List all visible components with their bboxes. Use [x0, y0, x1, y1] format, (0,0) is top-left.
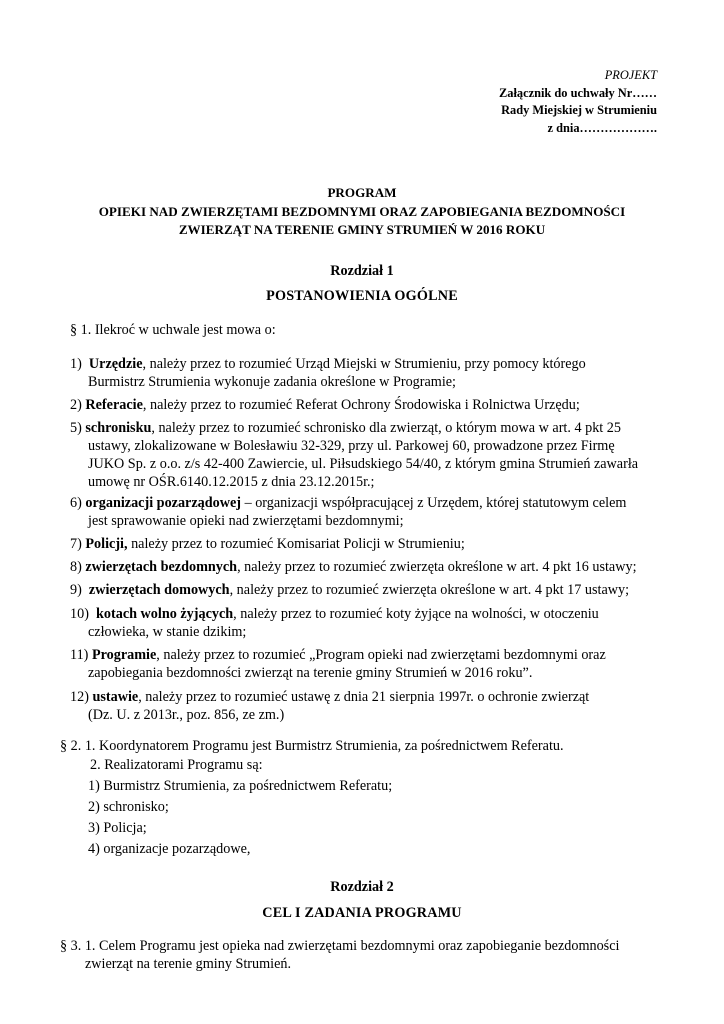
definition-item: 2) Referacie, należy przez to rozumieć Referat Ochrony Środowiska i Rolnictwa Urzędu;	[70, 397, 580, 413]
chapter-1-title: POSTANOWIENIA OGÓLNE	[266, 288, 458, 304]
attachment-header	[499, 67, 657, 137]
project-label: PROJEKT	[604, 68, 657, 82]
paragraph-2-line-2: 2. Realizatorami Programu są:	[90, 757, 263, 773]
attachment-line-3: z dnia……………….	[547, 120, 657, 135]
definition-term: kotach wolno żyjących	[96, 606, 234, 622]
definition-term: Programie	[91, 647, 157, 663]
chapter-2-label: Rozdział 2	[330, 879, 394, 895]
paragraph-3-line-1: § 3. 1. Celem Programu jest opieka nad zwierzętami bezdomnymi oraz zapobieganie bezdomności	[60, 938, 620, 954]
implementer-list-item: 3) Policja;	[88, 820, 147, 836]
definition-term: Policji,	[85, 536, 128, 552]
chapter-1-label: Rozdział 1	[330, 263, 394, 279]
definition-item: 11) Programie, należy przez to rozumieć „Program opieki nad zwierzętami bezdomnymi oraz zapobiegania bezdomności zwierząt na terenie gminy Strumień w 2016 roku”.	[70, 647, 606, 681]
implementer-list-item: 2) schronisko;	[88, 799, 169, 815]
title-line-1: PROGRAM	[327, 185, 397, 200]
definition-item: 10) kotach wolno żyjących, należy przez to rozumieć koty żyjące na wolności, w otoczeniu człowieka, w stanie dzikim;	[70, 606, 599, 640]
paragraph-3	[60, 937, 655, 973]
definition-term: ustawie	[92, 689, 139, 705]
title-line-3: ZWIERZĄT NA TERENIE GMINY STRUMIEŃ W 2016 ROKU	[178, 222, 546, 237]
definition-term: zwierzętach bezdomnych	[85, 559, 238, 575]
definition-item: 9) zwierzętach domowych, należy przez to rozumieć zwierzęta określone w art. 4 pkt 17 ustawy;	[70, 582, 630, 598]
definition-term: organizacji pozarządowej	[85, 495, 242, 511]
paragraph-3-line-2: zwierząt na terenie gminy Strumień.	[85, 956, 292, 972]
attachment-line-2: Rady Miejskiej w Strumieniu	[501, 103, 657, 117]
definition-term: zwierzętach domowych	[88, 582, 230, 598]
definition-item: 1) Urzędzie, należy przez to rozumieć Urząd Miejski w Strumieniu, przy pomocy którego Burmistrz Strumienia wykonuje zadania określone w Programie;	[70, 356, 586, 390]
definition-item: 8) zwierzętach bezdomnych, należy przez to rozumieć zwierzęta określone w art. 4 pkt 16 ustawy;	[70, 559, 637, 575]
definition-term: Urzędzie	[88, 356, 143, 372]
paragraph-1-intro: § 1. Ilekroć w uchwale jest mowa o:	[70, 322, 276, 338]
definition-item: 5) schronisku, należy przez to rozumieć schronisko dla zwierząt, o którym mowa w art. 4 pkt 25 ustawy, zlokalizowane w Bolesławiu 32-329, przy ul. Parkowej 60, prowadzone przez Firmę JUKO Sp. z o.o. z/s 42-400 Zawiercie, ul. Piłsudskiego 54/40, z którym gmina Strumień zawarła umowę nr OŚR.6140.12.2015 z dnia 23.12.2015r.;	[70, 420, 639, 490]
definition-term: Referacie	[85, 397, 143, 413]
definition-item: 12) ustawie, należy przez to rozumieć ustawę z dnia 21 sierpnia 1997r. o ochronie zwierząt (Dz. U. z 2013r., poz. 856, ze zm.)	[70, 689, 590, 723]
definition-term: schronisku	[85, 420, 152, 436]
definition-item: 6) organizacji pozarządowej – organizacji współpracującej z Urzędem, której statutowym celem jest sprawowanie opieki nad zwierzętami bezdomnymi;	[70, 495, 627, 529]
attachment-line-1: Załącznik do uchwały Nr……	[499, 85, 657, 100]
chapter-2-title: CEL I ZADANIA PROGRAMU	[262, 905, 462, 921]
definition-item: 7) Policji, należy przez to rozumieć Komisariat Policji w Strumieniu;	[70, 536, 465, 552]
paragraph-2-line-1: § 2. 1. Koordynatorem Programu jest Burmistrz Strumienia, za pośrednictwem Referatu.	[60, 738, 564, 754]
implementer-list-item: 4) organizacje pozarządowe,	[88, 841, 251, 857]
program-title	[60, 184, 664, 240]
title-line-2: OPIEKI NAD ZWIERZĘTAMI BEZDOMNYMI ORAZ ZAPOBIEGANIA BEZDOMNOŚCI	[98, 203, 626, 219]
implementer-list-item: 1) Burmistrz Strumienia, za pośrednictwem Referatu;	[88, 778, 393, 794]
